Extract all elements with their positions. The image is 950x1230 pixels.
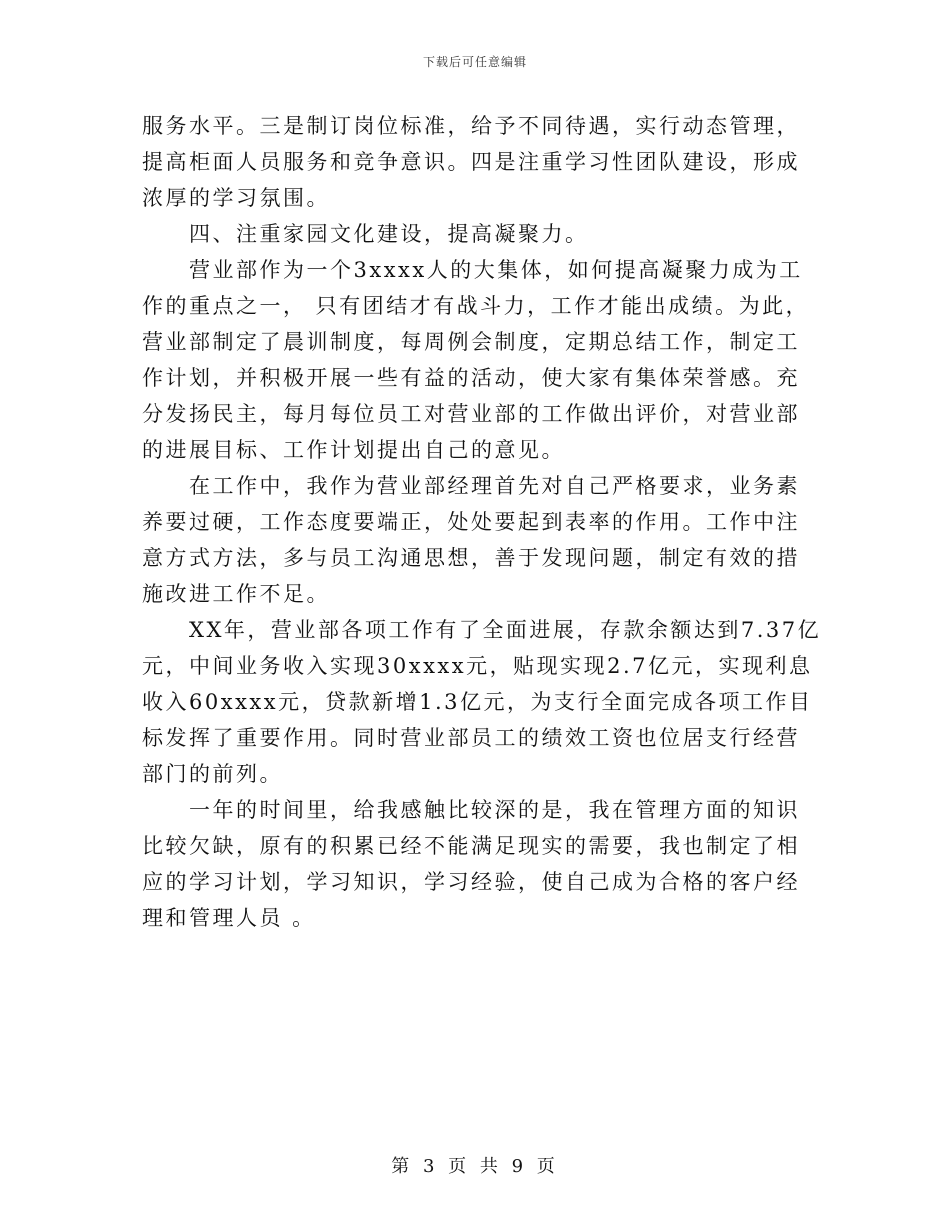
paragraph: 营业部作为一个3xxxx人的大集体，如何提高凝聚力成为工作的重点之一， 只有团结才有战斗力，工作才能出成绩。为此，营业部制定了晨训制度，每周例会制度，定期总结工作，制定工作计划，并积极开展一些有益的活动，使大家有集体荣誉感。充分发扬民主，每月每位员工对营业部的工作做出评价，对营业部的进展目标、工作计划提出自己的意见。 [142, 258, 810, 462]
paragraph-continuation: 服务水平。三是制订岗位标准，给予不同待遇，实行动态管理，提高柜面人员服务和竞争意识。四是注重学习性团队建设，形成浓厚的学习氛围。 [142, 114, 800, 210]
document-body [142, 108, 822, 936]
page-header-note: 下载后可任意编辑 [422, 55, 527, 69]
paragraph: 在工作中，我作为营业部经理首先对自己严格要求，业务素养要过硬，工作态度要端正，处处要起到表率的作用。工作中注意方式方法，多与员工沟通思想，善于发现问题，制定有效的措施改进工作不足。 [142, 474, 800, 606]
page-number: 第 3 页 共 9 页 [391, 1156, 559, 1177]
section-heading: 四、注重家园文化建设，提高凝聚力。 [189, 222, 589, 246]
paragraph: XX年，营业部各项工作有了全面进展，存款余额达到7.37亿元，中间业务收入实现30xxxx元，贴现实现2.7亿元，实现利息收入60xxxx元，贷款新增1.3亿元，为支行全面完成各项工作目标发挥了重要作用。同时营业部员工的绩效工资也位居支行经营部门的前列。 [142, 618, 822, 786]
paragraph: 一年的时间里，给我感触比较深的是，我在管理方面的知识比较欠缺，原有的积累已经不能满足现实的需要，我也制定了相应的学习计划，学习知识，学习经验，使自己成为合格的客户经理和管理人员 。 [142, 798, 800, 930]
